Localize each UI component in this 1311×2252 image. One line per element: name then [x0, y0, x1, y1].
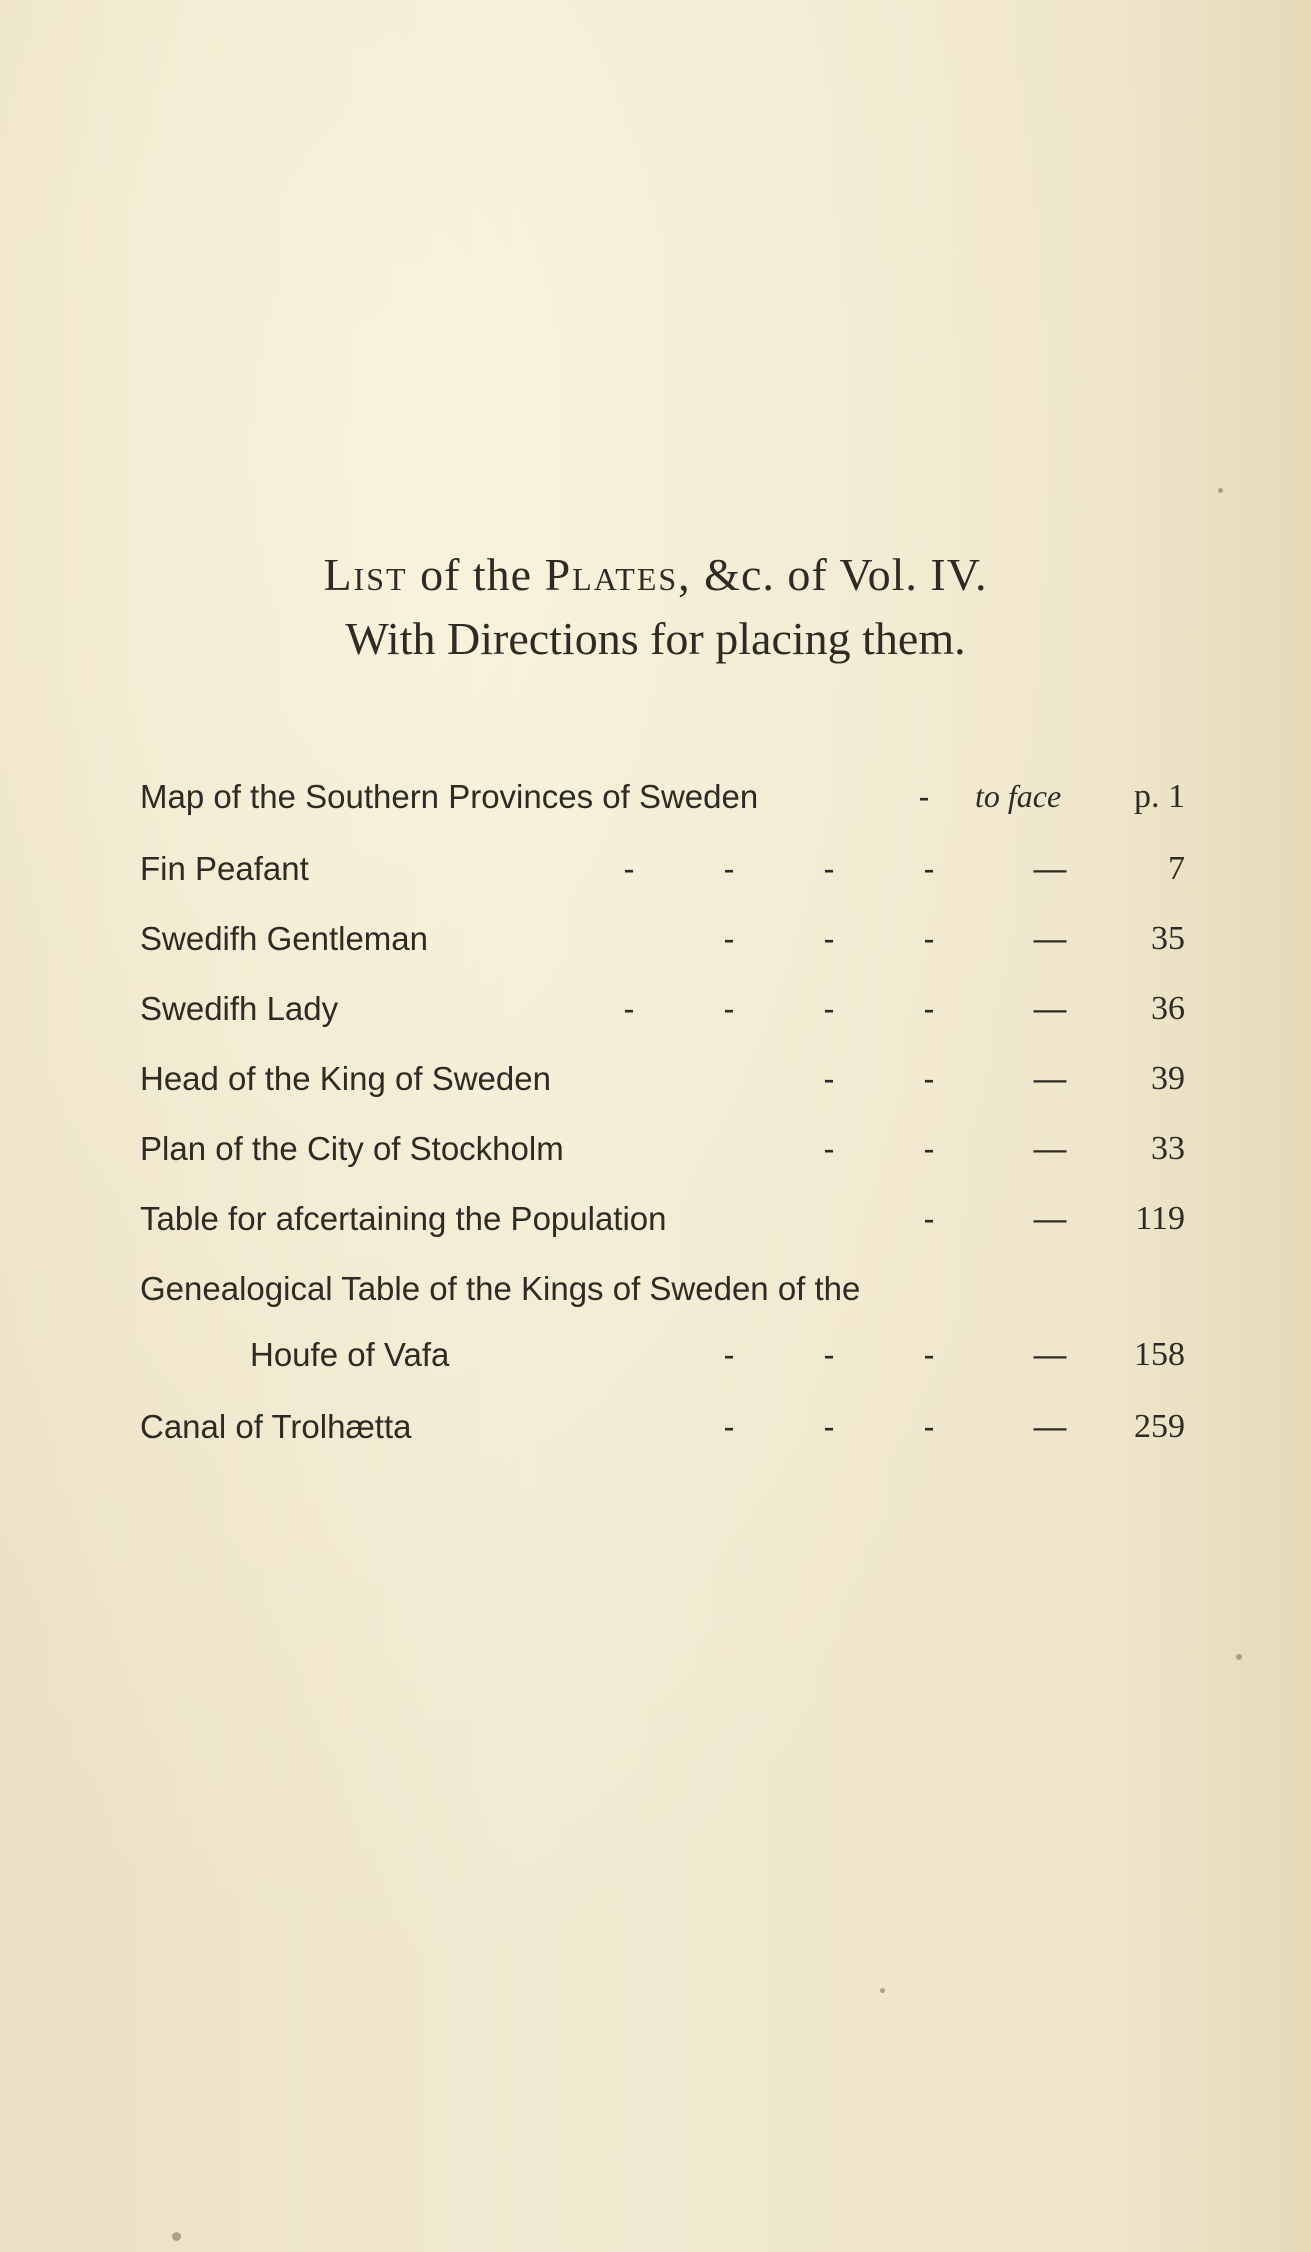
paper-speck	[172, 2232, 181, 2241]
entry-dash: —	[1033, 920, 1067, 957]
entry-label: Head of the King of Sweden	[140, 1060, 551, 1097]
page-title	[0, 548, 1311, 601]
entry-page: p. 1	[1134, 778, 1185, 815]
entry-label: Map of the Southern Provinces of Sweden	[140, 778, 759, 815]
title-plates-word: Plates,	[544, 549, 692, 600]
plate-entry	[140, 778, 1185, 826]
entry-leader: - -	[823, 1060, 937, 1097]
entry-label: Canal of Trolhætta	[140, 1408, 412, 1445]
page-subtitle: With Directions for placing them.	[345, 613, 966, 664]
title-list-word: List	[323, 549, 408, 600]
entry-label: Houfe of Vafa	[250, 1336, 450, 1373]
plate-entry	[140, 990, 1185, 1038]
entry-label: Genealogical Table of the Kings of Sweden of the	[140, 1270, 861, 1307]
entry-dash: —	[1033, 850, 1067, 887]
title-rest: &c. of Vol. IV.	[704, 549, 988, 600]
entry-dash: —	[1033, 1060, 1067, 1097]
entry-page: 39	[1151, 1060, 1185, 1097]
entry-leader: - - - -	[623, 990, 937, 1027]
entry-label: Plan of the City of Stockholm	[140, 1130, 564, 1167]
paper-speck	[1236, 1654, 1242, 1660]
entry-dash: —	[1033, 990, 1067, 1027]
entry-leader: - - -	[723, 920, 937, 957]
entry-page: 36	[1151, 990, 1185, 1027]
entry-label: Swedifh Lady	[140, 990, 339, 1027]
entry-dash: —	[1033, 1408, 1067, 1445]
entry-page: 7	[1168, 850, 1185, 887]
plate-entry	[140, 1130, 1185, 1178]
entry-leader: - - -	[723, 1336, 937, 1373]
plate-entry	[140, 1200, 1185, 1248]
entry-page: 33	[1151, 1130, 1185, 1167]
plate-entry	[140, 920, 1185, 968]
paper-speck	[880, 1988, 885, 1993]
plate-entry	[140, 1336, 1185, 1384]
plate-entry	[140, 1408, 1185, 1456]
entry-dash: —	[1033, 1336, 1067, 1373]
entry-label: Swedifh Gentleman	[140, 920, 428, 957]
entry-page: 119	[1135, 1200, 1185, 1237]
plate-entry	[140, 1060, 1185, 1108]
entry-label: Fin Peafant	[140, 850, 309, 887]
entry-page: 35	[1151, 920, 1185, 957]
title-of-the: of the	[420, 549, 533, 600]
entry-leader: - - - -	[623, 850, 937, 887]
entry-dash: —	[1033, 1130, 1067, 1167]
paper-speck	[1218, 488, 1223, 493]
entry-leader: -	[918, 778, 932, 815]
entry-page: 158	[1134, 1336, 1185, 1373]
plate-entry	[140, 1270, 1180, 1318]
entry-leader: - -	[823, 1130, 937, 1167]
entry-label: Table for afcertaining the Population	[140, 1200, 667, 1237]
entry-leader: -	[923, 1200, 937, 1237]
entry-dash: —	[1033, 1200, 1067, 1237]
entry-leader: - - -	[723, 1408, 937, 1445]
entry-to-face: to face	[975, 778, 1062, 814]
plate-entry	[140, 850, 1185, 898]
entry-page: 259	[1134, 1408, 1185, 1445]
